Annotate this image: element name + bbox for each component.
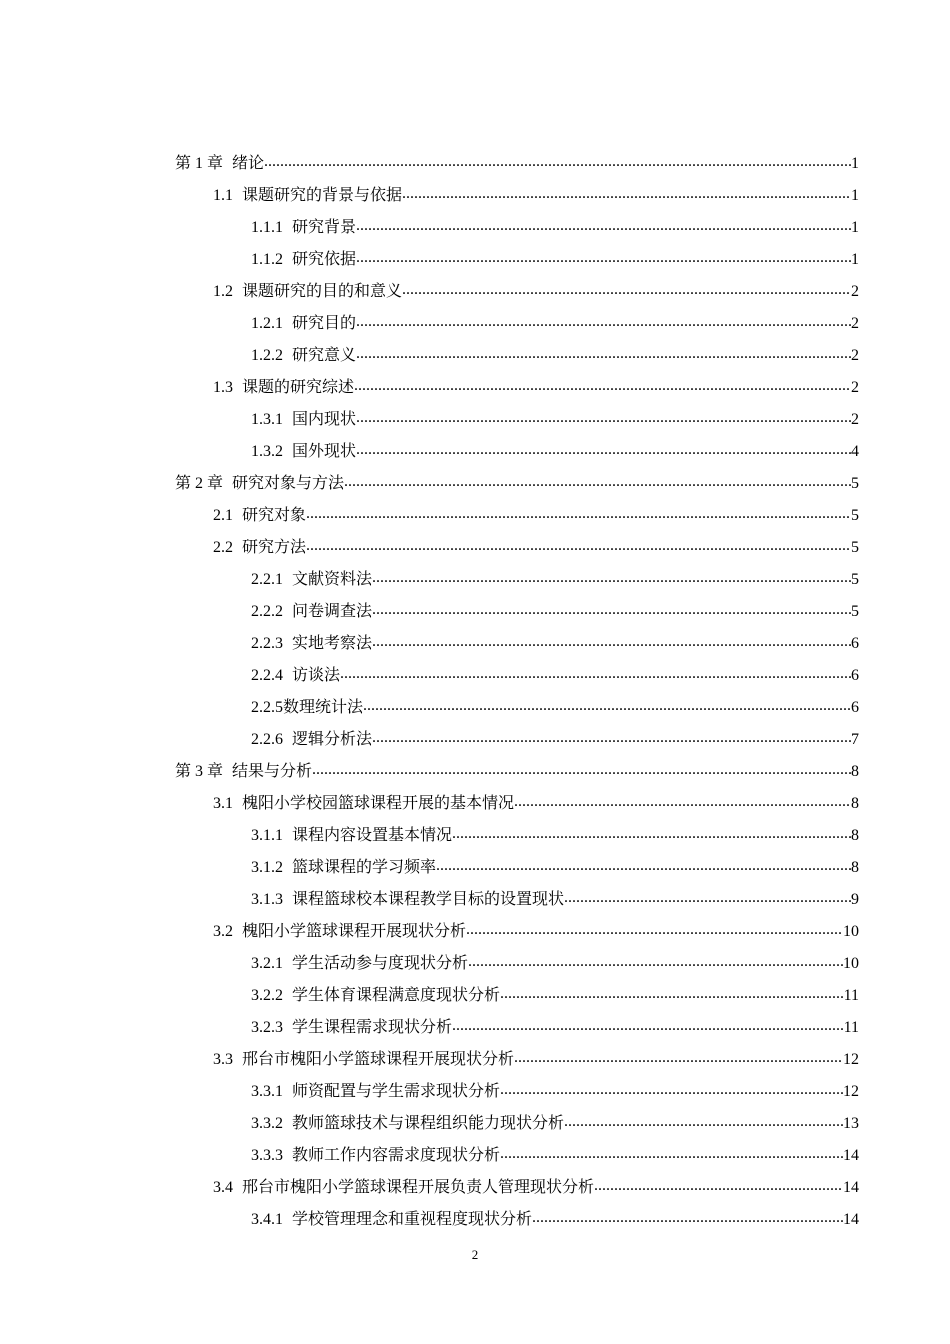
- toc-entry[interactable]: [251, 660, 859, 692]
- toc-entry-title: 研究对象与方法: [232, 475, 345, 492]
- toc-entry-number: 2.2.6: [251, 731, 283, 748]
- toc-entry-number: 1.2.2: [251, 347, 283, 364]
- toc-entry-number: 2.2.4: [251, 667, 283, 684]
- toc-entry[interactable]: [175, 468, 859, 500]
- toc-entry-number: 3.3: [213, 1051, 233, 1068]
- toc-entry-title: 教师工作内容需求度现状分析: [292, 1147, 501, 1164]
- toc-entry-number: 2.2.2: [251, 603, 283, 620]
- toc-entry-page: 2: [851, 379, 859, 396]
- toc-entry-title: 研究对象: [242, 507, 307, 524]
- toc-entry-title: 问卷调查法: [292, 603, 373, 620]
- toc-dot-leader: [356, 442, 851, 462]
- toc-entry-page: 8: [851, 859, 859, 876]
- toc-entry-title: 课题的研究综述: [242, 379, 355, 396]
- toc-entry-page: 5: [851, 571, 859, 588]
- toc-entry-title: 课程内容设置基本情况: [292, 827, 453, 844]
- toc-entry-page: 6: [851, 699, 859, 716]
- toc-entry[interactable]: [213, 372, 859, 404]
- toc-entry-page: 2: [851, 411, 859, 428]
- toc-entry-title: 学生体育课程满意度现状分析: [292, 987, 501, 1004]
- toc-entry[interactable]: [251, 852, 859, 884]
- toc-entry-page: 9: [851, 891, 859, 908]
- toc-entry[interactable]: [213, 788, 859, 820]
- toc-entry-page: 14: [843, 1179, 859, 1196]
- toc-entry[interactable]: [251, 340, 859, 372]
- toc-entry-page: 6: [851, 667, 859, 684]
- toc-entry-number: 2.2.5: [251, 699, 283, 716]
- toc-dot-leader: [564, 890, 851, 910]
- toc-entry-page: 1: [851, 251, 859, 268]
- toc-entry[interactable]: [251, 980, 859, 1012]
- toc-entry[interactable]: [213, 916, 859, 948]
- toc-entry-number: 1.3: [213, 379, 233, 396]
- toc-dot-leader: [594, 1178, 843, 1198]
- toc-entry-page: 11: [843, 1019, 859, 1036]
- toc-entry-title: 课题研究的背景与依据: [242, 187, 403, 204]
- toc-dot-leader: [340, 666, 851, 686]
- toc-entry-number: 2.2.3: [251, 635, 283, 652]
- toc-entry-number: 3.4: [213, 1179, 233, 1196]
- toc-entry-number: 1.1.1: [251, 219, 283, 236]
- toc-dot-leader: [372, 602, 851, 622]
- toc-entry-page: 5: [851, 603, 859, 620]
- toc-entry-page: 10: [843, 923, 859, 940]
- toc-entry-title: 国外现状: [292, 443, 357, 460]
- toc-entry-number: 3.2.2: [251, 987, 283, 1004]
- toc-dot-leader: [500, 986, 844, 1006]
- toc-entry-page: 8: [851, 827, 859, 844]
- toc-entry[interactable]: [251, 724, 859, 756]
- toc-entry-page: 1: [851, 219, 859, 236]
- toc-entry-title: 研究背景: [292, 219, 357, 236]
- toc-entry-number: 2.2.1: [251, 571, 283, 588]
- toc-entry[interactable]: [175, 756, 859, 788]
- toc-entry-title: 课题研究的目的和意义: [242, 283, 403, 300]
- toc-dot-leader: [532, 1210, 843, 1230]
- toc-entry[interactable]: [213, 532, 859, 564]
- toc-entry-title: 研究方法: [242, 539, 307, 556]
- toc-entry-number: 第 3 章: [175, 763, 224, 780]
- toc-entry-title: 师资配置与学生需求现状分析: [292, 1083, 501, 1100]
- toc-entry-number: 第 1 章: [175, 155, 224, 172]
- toc-entry-title: 研究目的: [292, 315, 357, 332]
- toc-dot-leader: [306, 538, 851, 558]
- toc-dot-leader: [402, 282, 851, 302]
- toc-dot-leader: [514, 1050, 843, 1070]
- toc-entry-number: 1.2.1: [251, 315, 283, 332]
- toc-entry-number: 1.1: [213, 187, 233, 204]
- toc-dot-leader: [356, 410, 851, 430]
- toc-entry[interactable]: [251, 820, 859, 852]
- toc-dot-leader: [312, 762, 851, 782]
- toc-entry-number: 2.1: [213, 507, 233, 524]
- toc-entry-title: 学校管理理念和重视程度现状分析: [292, 1211, 533, 1228]
- toc-entry-number: 3.2.3: [251, 1019, 283, 1036]
- toc-entry-number: 3.3.3: [251, 1147, 283, 1164]
- toc-entry-number: 3.1.3: [251, 891, 283, 908]
- toc-entry-page: 1: [851, 155, 859, 172]
- table-of-contents: [0, 148, 950, 1236]
- toc-dot-leader: [564, 1114, 843, 1134]
- toc-dot-leader: [372, 634, 851, 654]
- toc-dot-leader: [372, 570, 851, 590]
- toc-entry[interactable]: [213, 500, 859, 532]
- toc-dot-leader: [264, 154, 851, 174]
- toc-dot-leader: [363, 698, 851, 718]
- toc-entry-page: 5: [851, 539, 859, 556]
- toc-entry[interactable]: [251, 1012, 859, 1044]
- toc-entry-title: 绪论: [232, 155, 265, 172]
- toc-entry-number: 1.3.2: [251, 443, 283, 460]
- toc-dot-leader: [436, 858, 851, 878]
- toc-entry[interactable]: [251, 564, 859, 596]
- toc-entry[interactable]: [251, 628, 859, 660]
- toc-entry-number: 3.3.1: [251, 1083, 283, 1100]
- toc-dot-leader: [354, 378, 851, 398]
- toc-entry-number: 3.2.1: [251, 955, 283, 972]
- toc-entry-page: 12: [843, 1083, 859, 1100]
- toc-entry-number: 3.1.1: [251, 827, 283, 844]
- toc-dot-leader: [452, 826, 851, 846]
- toc-entry-title: 槐阳小学校园篮球课程开展的基本情况: [242, 795, 515, 812]
- toc-entry-page: 1: [851, 187, 859, 204]
- toc-dot-leader: [468, 954, 843, 974]
- toc-dot-leader: [356, 218, 851, 238]
- toc-entry-title: 邢台市槐阳小学篮球课程开展现状分析: [242, 1051, 515, 1068]
- toc-entry[interactable]: [251, 1204, 859, 1236]
- toc-entry-title: 研究意义: [292, 347, 357, 364]
- toc-entry-title: 实地考察法: [292, 635, 373, 652]
- toc-entry-title: 访谈法: [292, 667, 341, 684]
- toc-entry-number: 第 2 章: [175, 475, 224, 492]
- toc-dot-leader: [402, 186, 851, 206]
- toc-dot-leader: [356, 250, 851, 270]
- toc-entry[interactable]: [251, 436, 859, 468]
- toc-entry-page: 14: [843, 1147, 859, 1164]
- toc-entry-title: 邢台市槐阳小学篮球课程开展负责人管理现状分析: [242, 1179, 595, 1196]
- toc-entry-page: 2: [851, 315, 859, 332]
- toc-entry-number: 3.3.2: [251, 1115, 283, 1132]
- page-number: 2: [471, 1247, 479, 1262]
- toc-entry-page: 14: [843, 1211, 859, 1228]
- toc-entry-title: 学生课程需求现状分析: [292, 1019, 453, 1036]
- toc-entry[interactable]: [213, 1172, 859, 1204]
- toc-entry[interactable]: [251, 308, 859, 340]
- toc-dot-leader: [514, 794, 851, 814]
- toc-entry[interactable]: [251, 884, 859, 916]
- toc-entry[interactable]: [213, 1044, 859, 1076]
- toc-dot-leader: [500, 1082, 843, 1102]
- toc-dot-leader: [372, 730, 851, 750]
- toc-entry[interactable]: [251, 244, 859, 276]
- toc-entry-title: 课程篮球校本课程教学目标的设置现状: [292, 891, 565, 908]
- toc-entry-title: 学生活动参与度现状分析: [292, 955, 469, 972]
- toc-entry-page: 4: [851, 443, 859, 460]
- toc-entry[interactable]: [251, 948, 859, 980]
- toc-entry[interactable]: [251, 1140, 859, 1172]
- toc-entry[interactable]: [251, 596, 859, 628]
- toc-entry-page: 13: [843, 1115, 859, 1132]
- toc-entry-title: 研究依据: [292, 251, 357, 268]
- toc-entry-number: 1.3.1: [251, 411, 283, 428]
- toc-entry-number: 1.1.2: [251, 251, 283, 268]
- toc-entry-page: 6: [851, 635, 859, 652]
- toc-entry-title: 文献资料法: [292, 571, 373, 588]
- toc-entry-title: 逻辑分析法: [292, 731, 373, 748]
- toc-entry[interactable]: [251, 1076, 859, 1108]
- toc-entry-number: 3.2: [213, 923, 233, 940]
- toc-entry[interactable]: [251, 404, 859, 436]
- toc-entry[interactable]: [213, 180, 859, 212]
- toc-entry[interactable]: [251, 692, 859, 724]
- toc-entry[interactable]: [213, 276, 859, 308]
- toc-dot-leader: [306, 506, 851, 526]
- toc-entry-title: 教师篮球技术与课程组织能力现状分析: [292, 1115, 565, 1132]
- toc-entry-page: 8: [851, 795, 859, 812]
- toc-entry-page: 8: [851, 763, 859, 780]
- toc-entry[interactable]: [251, 212, 859, 244]
- toc-entry-title: 数理统计法: [283, 699, 364, 716]
- toc-entry-page: 2: [851, 347, 859, 364]
- toc-entry-number: 2.2: [213, 539, 233, 556]
- toc-entry-page: 12: [843, 1051, 859, 1068]
- toc-entry-number: 3.1.2: [251, 859, 283, 876]
- toc-entry-page: 11: [843, 987, 859, 1004]
- toc-entry[interactable]: [175, 148, 859, 180]
- toc-entry-page: 7: [851, 731, 859, 748]
- toc-entry-page: 5: [851, 507, 859, 524]
- toc-entry-page: 2: [851, 283, 859, 300]
- toc-entry-title: 结果与分析: [232, 763, 313, 780]
- toc-entry[interactable]: [251, 1108, 859, 1140]
- toc-dot-leader: [452, 1018, 844, 1038]
- toc-entry-title: 篮球课程的学习频率: [292, 859, 437, 876]
- toc-entry-page: 5: [851, 475, 859, 492]
- toc-entry-number: 3.1: [213, 795, 233, 812]
- toc-entry-page: 10: [843, 955, 859, 972]
- toc-dot-leader: [344, 474, 851, 494]
- toc-dot-leader: [356, 314, 851, 334]
- toc-dot-leader: [500, 1146, 843, 1166]
- toc-entry-number: 3.4.1: [251, 1211, 283, 1228]
- toc-entry-title: 国内现状: [292, 411, 357, 428]
- toc-entry-number: 1.2: [213, 283, 233, 300]
- toc-dot-leader: [466, 922, 843, 942]
- toc-entry-title: 槐阳小学篮球课程开展现状分析: [242, 923, 467, 940]
- toc-dot-leader: [356, 346, 851, 366]
